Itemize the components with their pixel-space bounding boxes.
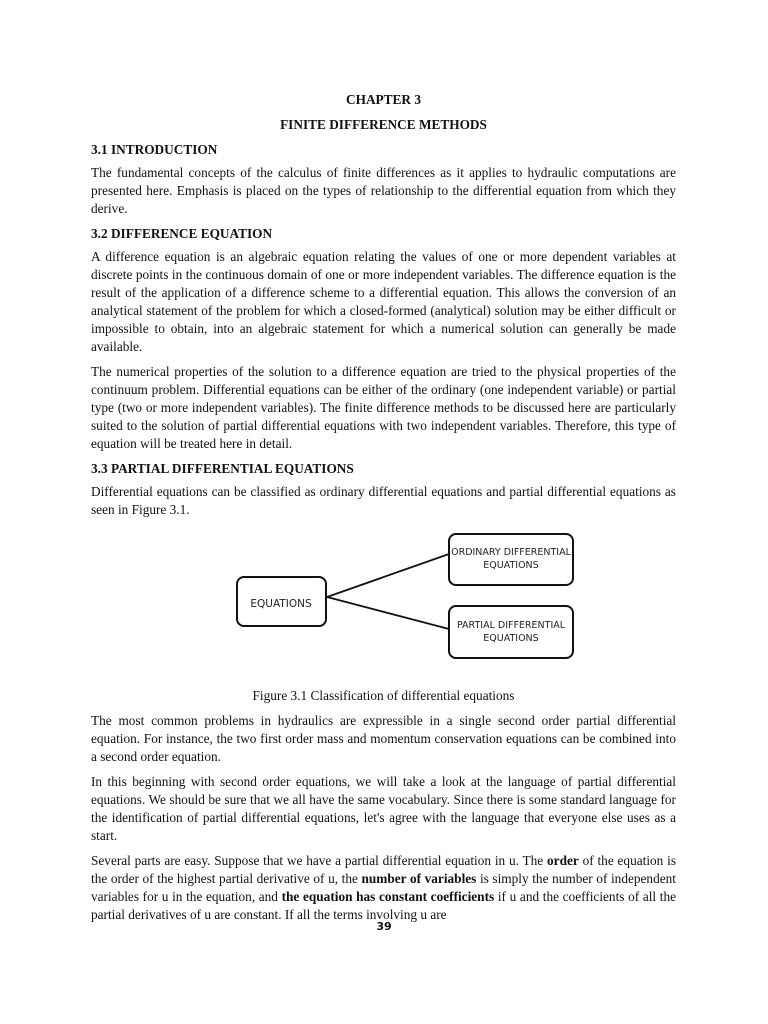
paragraph: Differential equations can be classified as ordinary differential equations and partial differential equations as seen in Figure 3.1.: [91, 484, 676, 517]
connector-ordinary: [327, 554, 449, 597]
paragraph: In this beginning with second order equations, we will take a look at the language of partial differential equations. We should be sure that we all have the same vocabulary. Since there is some standard language for the identification of partial differential equations, let's agree with the language that everyone else uses as a start.: [91, 774, 676, 843]
term-number-of-variables: number of variables: [361, 871, 477, 886]
partial-box-label-1: PARTIAL DIFFERENTIAL: [456, 620, 566, 631]
equations-box-label: EQUATIONS: [250, 598, 312, 610]
section-heading-3-3: 3.3 PARTIAL DIFFERENTIAL EQUATIONS: [91, 461, 354, 476]
paragraph: The numerical properties of the solution to a difference equation are tried to the physical properties of the continuum problem. Differential equations can be either of the ordinary (one independent variable) or partial type (two or more independent variables). The finite difference methods to be discussed here are particularly suited to the solution of partial differential equations with two independent variables. Therefore, this type of equation will be treated here in detail.: [91, 364, 676, 451]
figure-3-1: [91, 530, 676, 680]
ordinary-box-label-1: ORDINARY DIFFERENTIAL: [451, 547, 571, 558]
text-run: of the equation is the order of the highest partial derivative of u, the: [91, 853, 676, 886]
paragraph: A difference equation is an algebraic equation relating the values of one or more dependent variables at discrete points in the continuous domain of one or more independent variables. The difference equation is the result of the application of a difference scheme to a differential equation. This allows the conversion of an analytical statement of the problem for which a closed-formed (analytical) solution may be either difficult or impossible to obtain, into an algebraic statement for which a numerical solution can generally be made available.: [91, 249, 676, 354]
page-content: [91, 91, 676, 931]
text-run: Several parts are easy. Suppose that we have a partial differential equation in u. The: [91, 853, 548, 868]
chapter-title: FINITE DIFFERENCE METHODS: [280, 117, 487, 132]
classification-diagram: [91, 530, 676, 680]
chapter-label: CHAPTER 3: [346, 92, 421, 107]
figure-caption: Figure 3.1 Classification of differential equations: [252, 688, 515, 703]
paragraph: The fundamental concepts of the calculus of finite differences as it applies to hydraulic computations are presented here. Emphasis is placed on the types of relationship to the differential equation from which they derive.: [91, 165, 676, 216]
text-run: is simply the number of independent variables for u in the equation, and: [91, 871, 676, 904]
text-run: if u and the coefficients of all the partial derivatives of u are constant. If all the terms involving u are: [91, 889, 677, 922]
partial-box-label-2: EQUATIONS: [483, 633, 539, 644]
partial-box: [449, 606, 573, 658]
section-heading-3-1: 3.1 INTRODUCTION: [91, 142, 218, 157]
connector-partial: [327, 597, 449, 629]
term-order: order: [547, 853, 579, 868]
section-heading-3-2: 3.2 DIFFERENCE EQUATION: [91, 226, 273, 241]
ordinary-box-label-2: EQUATIONS: [483, 560, 539, 571]
term-constant-coefficients: the equation has constant coefficients: [281, 889, 495, 904]
page-number: 39: [376, 920, 392, 933]
paragraph-definitions: [91, 852, 676, 924]
paragraph: The most common problems in hydraulics are expressible in a single second order partial differential equation. For instance, the two first order mass and momentum conservation equations can be combined into a second order equation.: [91, 713, 676, 764]
